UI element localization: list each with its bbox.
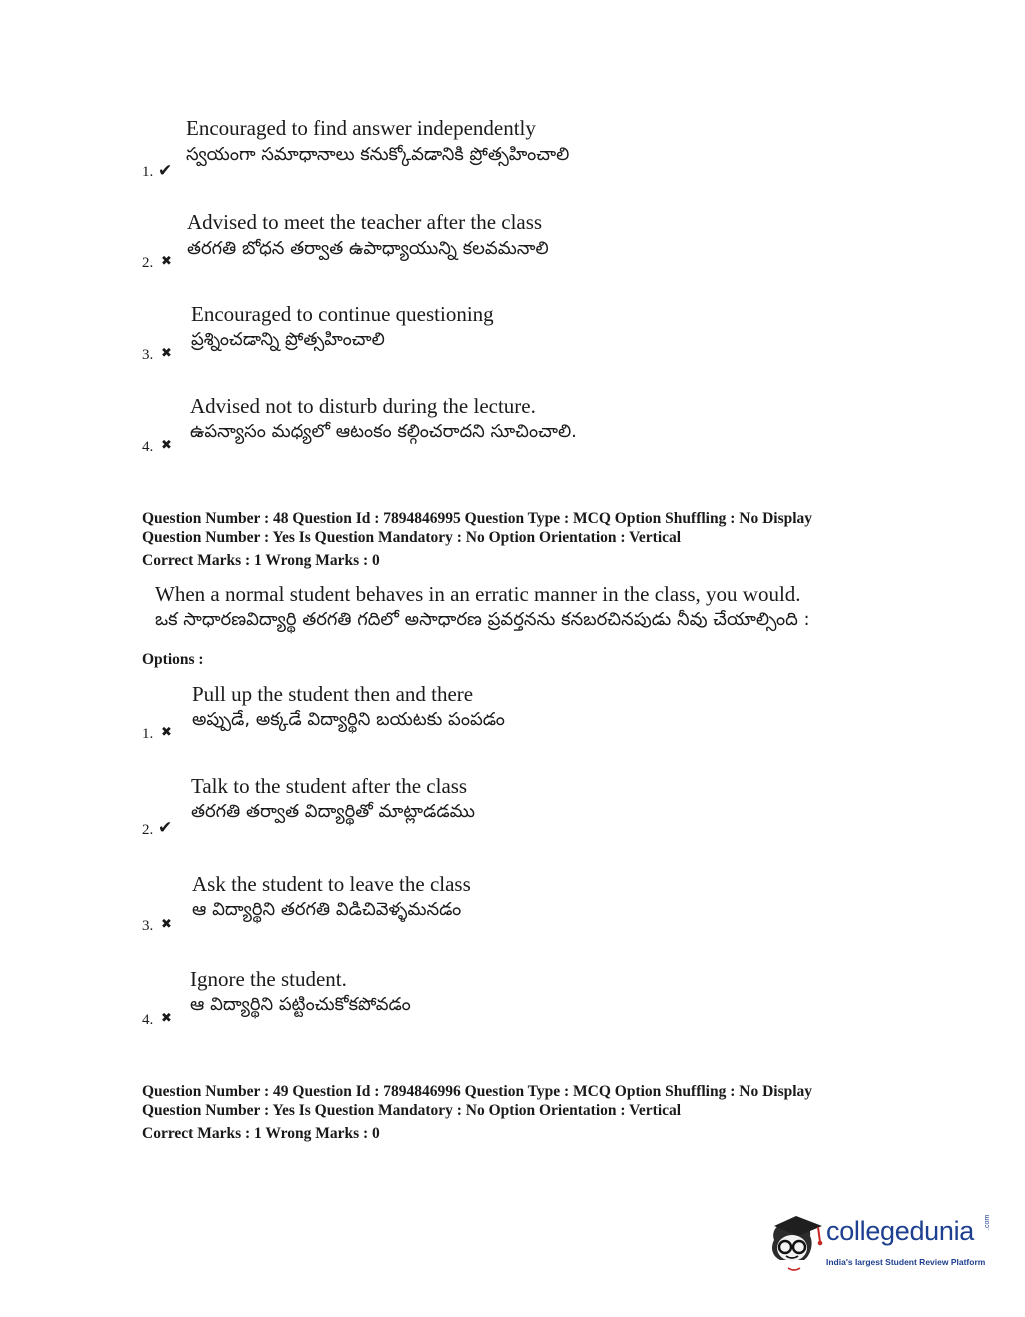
question-meta-line2: Question Number : Yes Is Question Mandatory : No Option Orientation : Vertical: [142, 529, 682, 546]
option-en-text: Encouraged to continue questioning: [191, 302, 494, 326]
options-label: Options :: [142, 651, 204, 668]
option-number: 1.: [142, 726, 154, 742]
option-te-text: ఆ విద్యార్థిని పట్టించుకోకపోవడం: [190, 994, 411, 1015]
cross-icon: ✖: [161, 1010, 172, 1025]
option-en-text: Talk to the student after the class: [191, 774, 468, 798]
check-icon: ✔: [158, 818, 173, 837]
option-te-text: ఆ విద్యార్థిని తరగతి విడిచివెళ్ళమనడం: [192, 899, 462, 920]
option-en-text: Pull up the student then and there: [192, 682, 474, 706]
option-number: 1.: [142, 164, 154, 180]
collegedunia-logo: [766, 1210, 996, 1280]
question-text-en: When a normal student behaves in an erratic manner in the class, you would.: [155, 582, 801, 606]
cross-icon: ✖: [161, 724, 172, 739]
option-number: 2.: [142, 255, 154, 271]
option-te-text: ఉపన్యాసం మధ్యలో ఆటంకం కల్గించరాదని సూచించాలి.: [190, 421, 577, 442]
option-number: 3.: [142, 918, 154, 934]
option-number: 3.: [142, 347, 154, 363]
question-meta-line1: Question Number : 49 Question Id : 7894846996 Question Type : MCQ Option Shuffling : No Display: [142, 1083, 813, 1100]
check-icon: ✔: [158, 161, 173, 180]
question-marks: Correct Marks : 1 Wrong Marks : 0: [142, 1125, 380, 1142]
option-number: 4.: [142, 1012, 154, 1028]
option-te-text: తరగతి తర్వాత విద్యార్థితో మాట్లాడడము: [191, 801, 475, 822]
cross-icon: ✖: [161, 916, 172, 931]
cross-icon: ✖: [161, 345, 172, 360]
logo-name: collegedunia: [826, 1216, 975, 1246]
option-en-text: Encouraged to find answer independently: [186, 116, 536, 140]
option-te-text: అప్పుడే, అక్కడే విద్యార్థిని బయటకు పంపడం: [192, 709, 505, 730]
question-marks: Correct Marks : 1 Wrong Marks : 0: [142, 552, 380, 569]
option-te-text: తరగతి బోధన తర్వాత ఉపాధ్యాయున్ని కలవమనాలి: [187, 238, 549, 259]
question-text-te: ఒక సాధారణవిద్యార్థి తరగతి గదిలో అసాధారణ ప్రవర్తనను కనబరచినపుడు నీవు చేయాల్సింది :: [155, 609, 810, 630]
logo-tagline: India's largest Student Review Platform: [826, 1257, 986, 1267]
question-meta-line1: Question Number : 48 Question Id : 7894846995 Question Type : MCQ Option Shuffling : No Display: [142, 510, 813, 527]
graduate-mascot-icon: [766, 1210, 826, 1280]
option-en-text: Ask the student to leave the class: [192, 872, 471, 896]
option-number: 2.: [142, 822, 154, 838]
option-te-text: ప్రశ్నించడాన్ని ప్రోత్సహించాలి: [191, 329, 385, 350]
option-en-text: Advised to meet the teacher after the class: [187, 210, 543, 234]
option-en-text: Advised not to disturb during the lecture.: [190, 394, 536, 418]
question-meta-line2: Question Number : Yes Is Question Mandatory : No Option Orientation : Vertical: [142, 1102, 682, 1119]
option-number: 4.: [142, 439, 154, 455]
cross-icon: ✖: [161, 253, 172, 268]
cross-icon: ✖: [161, 437, 172, 452]
option-te-text: స్వయంగా సమాధానాలు కనుక్కోవడానికి ప్రోత్సహించాలి: [186, 144, 570, 165]
option-en-text: Ignore the student.: [190, 967, 347, 991]
logo-suffix: .com: [984, 1214, 991, 1230]
